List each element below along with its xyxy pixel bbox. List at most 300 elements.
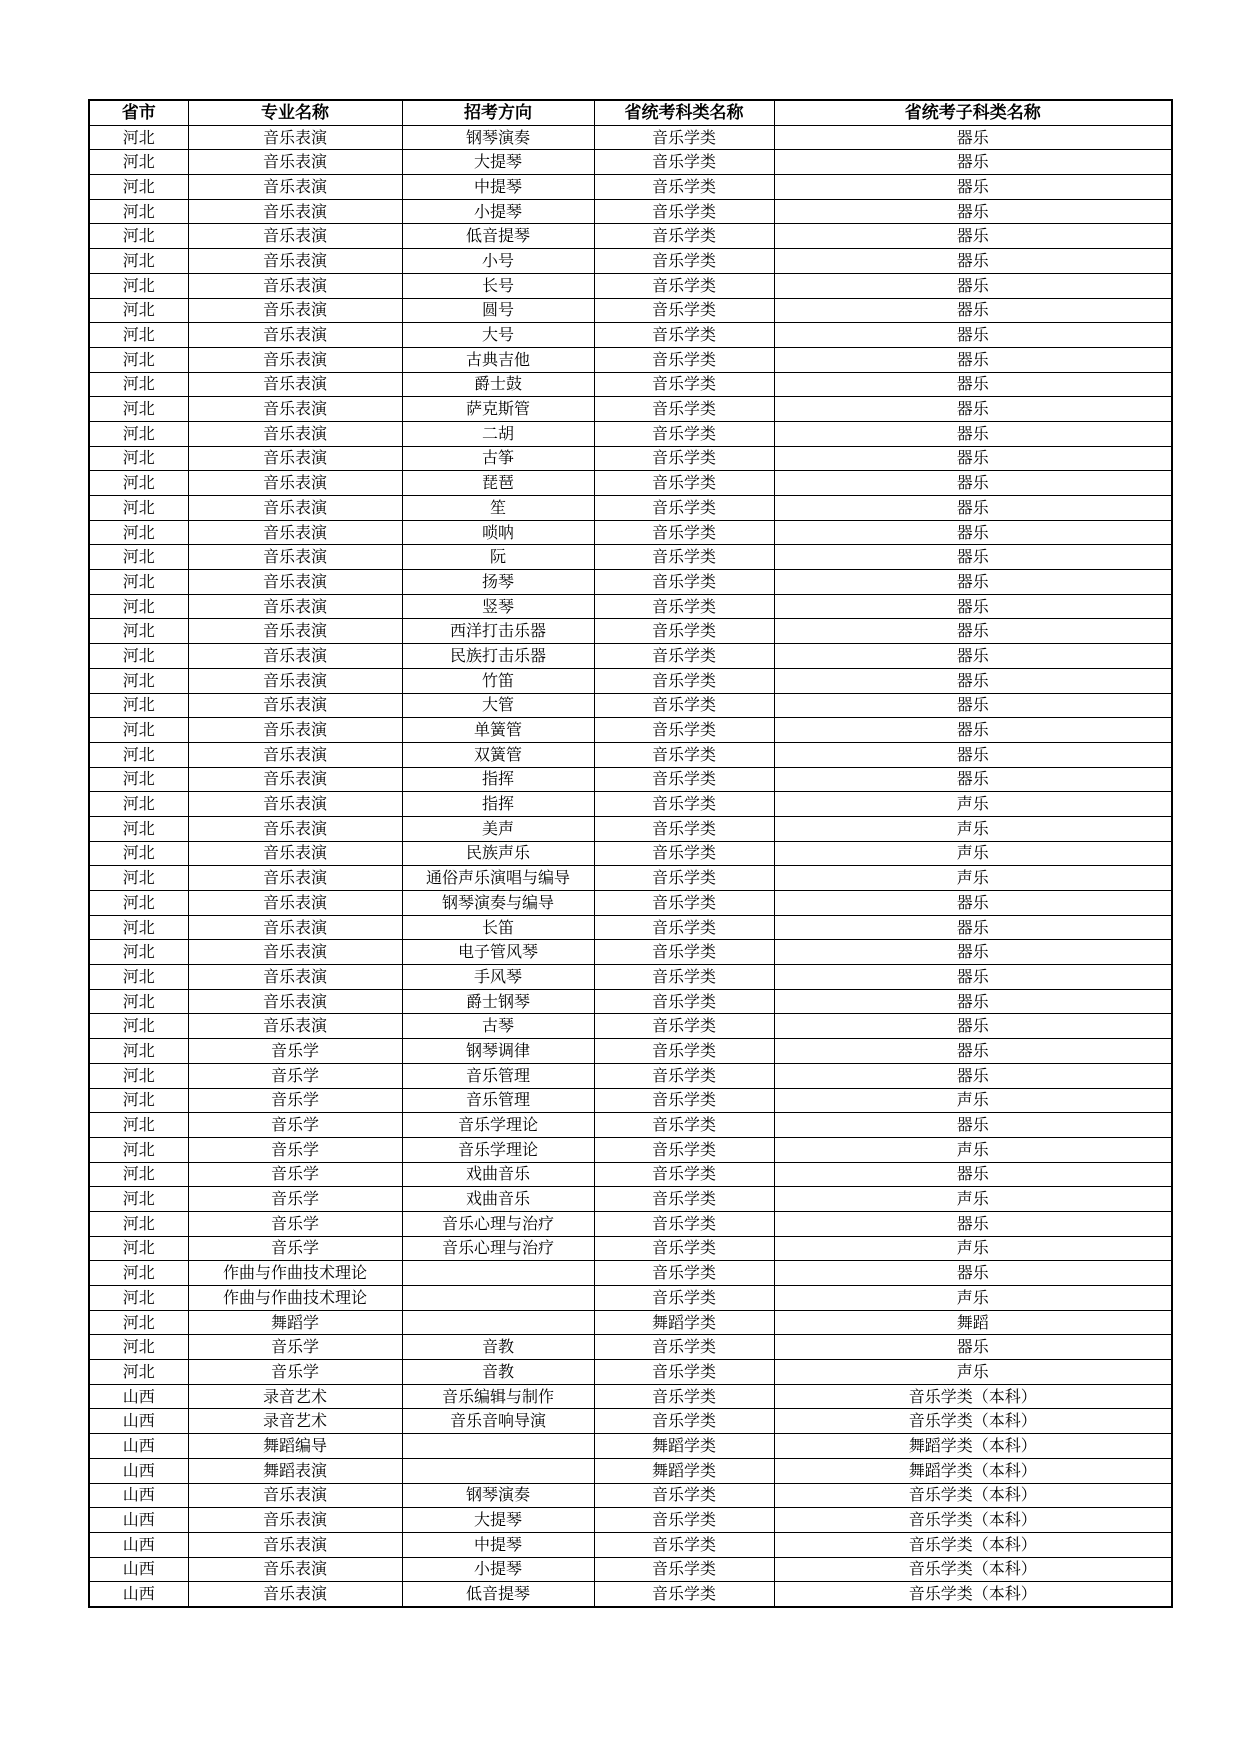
cell-province: 山西 (89, 1458, 188, 1483)
cell-exam-category: 音乐学类 (594, 915, 774, 940)
cell-province: 河北 (89, 965, 188, 990)
table-row (89, 347, 1172, 372)
table-row (89, 224, 1172, 249)
cell-province: 河北 (89, 1187, 188, 1212)
cell-major-name: 音乐表演 (188, 570, 402, 595)
cell-major-name: 音乐表演 (188, 249, 402, 274)
table-row (89, 175, 1172, 200)
cell-direction: 音乐心理与治疗 (402, 1236, 594, 1261)
table-row (89, 1088, 1172, 1113)
cell-major-name: 音乐表演 (188, 693, 402, 718)
cell-major-name: 音乐表演 (188, 199, 402, 224)
table-row (89, 1211, 1172, 1236)
cell-province: 河北 (89, 1162, 188, 1187)
cell-major-name: 音乐表演 (188, 866, 402, 891)
cell-exam-category: 音乐学类 (594, 594, 774, 619)
cell-major-name: 音乐表演 (188, 298, 402, 323)
cell-exam-category: 音乐学类 (594, 397, 774, 422)
cell-exam-subcategory: 音乐学类（本科） (774, 1409, 1172, 1434)
cell-major-name: 音乐学 (188, 1335, 402, 1360)
cell-exam-category: 音乐学类 (594, 1236, 774, 1261)
cell-direction: 钢琴演奏 (402, 1483, 594, 1508)
cell-province: 河北 (89, 1039, 188, 1064)
cell-major-name: 音乐表演 (188, 496, 402, 521)
cell-province: 河北 (89, 1113, 188, 1138)
table-row (89, 1236, 1172, 1261)
table-row (89, 619, 1172, 644)
table-row (89, 693, 1172, 718)
cell-direction: 大提琴 (402, 150, 594, 175)
cell-exam-category: 音乐学类 (594, 570, 774, 595)
cell-major-name: 音乐表演 (188, 989, 402, 1014)
cell-direction: 古典吉他 (402, 347, 594, 372)
admissions-table (88, 99, 1173, 1608)
cell-direction: 低音提琴 (402, 224, 594, 249)
cell-major-name: 音乐表演 (188, 1014, 402, 1039)
cell-exam-subcategory: 器乐 (774, 1014, 1172, 1039)
cell-major-name: 舞蹈编导 (188, 1434, 402, 1459)
cell-direction (402, 1310, 594, 1335)
cell-direction: 民族声乐 (402, 841, 594, 866)
cell-exam-subcategory: 器乐 (774, 1211, 1172, 1236)
cell-major-name: 音乐表演 (188, 816, 402, 841)
cell-province: 河北 (89, 446, 188, 471)
cell-direction: 中提琴 (402, 175, 594, 200)
table-row (89, 668, 1172, 693)
table-row (89, 915, 1172, 940)
cell-exam-category: 音乐学类 (594, 150, 774, 175)
cell-direction: 通俗声乐演唱与编导 (402, 866, 594, 891)
cell-exam-category: 音乐学类 (594, 1335, 774, 1360)
cell-exam-category: 音乐学类 (594, 767, 774, 792)
cell-exam-category: 舞蹈学类 (594, 1434, 774, 1459)
table-row (89, 1261, 1172, 1286)
cell-exam-category: 音乐学类 (594, 1483, 774, 1508)
cell-province: 河北 (89, 940, 188, 965)
cell-direction: 戏曲音乐 (402, 1162, 594, 1187)
table-row (89, 718, 1172, 743)
cell-exam-subcategory: 器乐 (774, 545, 1172, 570)
cell-exam-category: 音乐学类 (594, 644, 774, 669)
table-row (89, 1310, 1172, 1335)
cell-province: 河北 (89, 323, 188, 348)
cell-province: 河北 (89, 767, 188, 792)
cell-exam-category: 音乐学类 (594, 125, 774, 150)
cell-exam-subcategory: 声乐 (774, 866, 1172, 891)
table-row (89, 298, 1172, 323)
cell-exam-category: 音乐学类 (594, 199, 774, 224)
cell-exam-category: 音乐学类 (594, 1286, 774, 1311)
cell-major-name: 音乐表演 (188, 1483, 402, 1508)
table-row (89, 249, 1172, 274)
cell-province: 河北 (89, 298, 188, 323)
cell-exam-subcategory: 器乐 (774, 767, 1172, 792)
cell-direction: 钢琴调律 (402, 1039, 594, 1064)
cell-direction: 单簧管 (402, 718, 594, 743)
cell-exam-subcategory: 器乐 (774, 1162, 1172, 1187)
cell-province: 河北 (89, 619, 188, 644)
cell-exam-category: 音乐学类 (594, 1582, 774, 1607)
cell-exam-category: 音乐学类 (594, 1137, 774, 1162)
cell-major-name: 音乐表演 (188, 545, 402, 570)
cell-major-name: 音乐表演 (188, 594, 402, 619)
cell-province: 河北 (89, 199, 188, 224)
cell-exam-category: 音乐学类 (594, 891, 774, 916)
cell-direction (402, 1458, 594, 1483)
table-row (89, 1014, 1172, 1039)
cell-province: 河北 (89, 1211, 188, 1236)
cell-major-name: 音乐表演 (188, 792, 402, 817)
table-row (89, 1508, 1172, 1533)
cell-direction: 唢呐 (402, 520, 594, 545)
cell-exam-subcategory: 器乐 (774, 323, 1172, 348)
table-row (89, 545, 1172, 570)
cell-major-name: 录音艺术 (188, 1409, 402, 1434)
cell-exam-subcategory: 音乐学类（本科） (774, 1557, 1172, 1582)
cell-exam-subcategory: 器乐 (774, 891, 1172, 916)
cell-direction: 音乐学理论 (402, 1137, 594, 1162)
cell-exam-category: 音乐学类 (594, 273, 774, 298)
cell-major-name: 作曲与作曲技术理论 (188, 1286, 402, 1311)
cell-exam-category: 音乐学类 (594, 421, 774, 446)
cell-major-name: 音乐表演 (188, 421, 402, 446)
cell-major-name: 音乐表演 (188, 1532, 402, 1557)
cell-province: 河北 (89, 718, 188, 743)
table-row (89, 1335, 1172, 1360)
cell-exam-subcategory: 器乐 (774, 175, 1172, 200)
cell-exam-category: 音乐学类 (594, 496, 774, 521)
cell-exam-subcategory: 器乐 (774, 273, 1172, 298)
header-exam-subcategory: 省统考子科类名称 (774, 100, 1172, 125)
cell-province: 山西 (89, 1434, 188, 1459)
cell-exam-subcategory: 声乐 (774, 1187, 1172, 1212)
cell-direction (402, 1434, 594, 1459)
table-row (89, 520, 1172, 545)
cell-exam-subcategory: 器乐 (774, 372, 1172, 397)
cell-exam-category: 音乐学类 (594, 965, 774, 990)
cell-exam-subcategory: 器乐 (774, 668, 1172, 693)
cell-exam-subcategory: 器乐 (774, 644, 1172, 669)
cell-direction: 小提琴 (402, 1557, 594, 1582)
cell-direction: 扬琴 (402, 570, 594, 595)
table-row (89, 1384, 1172, 1409)
cell-province: 河北 (89, 891, 188, 916)
cell-exam-subcategory: 器乐 (774, 1261, 1172, 1286)
table-row (89, 1483, 1172, 1508)
cell-direction: 爵士钢琴 (402, 989, 594, 1014)
cell-exam-subcategory: 器乐 (774, 421, 1172, 446)
table-row (89, 1039, 1172, 1064)
cell-direction: 圆号 (402, 298, 594, 323)
cell-major-name: 音乐表演 (188, 965, 402, 990)
cell-exam-subcategory: 器乐 (774, 199, 1172, 224)
cell-exam-category: 音乐学类 (594, 1039, 774, 1064)
cell-exam-subcategory: 器乐 (774, 298, 1172, 323)
cell-exam-subcategory: 声乐 (774, 792, 1172, 817)
cell-province: 河北 (89, 1335, 188, 1360)
cell-exam-category: 音乐学类 (594, 1360, 774, 1385)
cell-major-name: 音乐学 (188, 1039, 402, 1064)
cell-exam-subcategory: 声乐 (774, 841, 1172, 866)
cell-province: 河北 (89, 545, 188, 570)
header-major-name: 专业名称 (188, 100, 402, 125)
table-row (89, 940, 1172, 965)
cell-direction: 古筝 (402, 446, 594, 471)
cell-major-name: 音乐表演 (188, 1557, 402, 1582)
cell-exam-category: 音乐学类 (594, 175, 774, 200)
cell-province: 山西 (89, 1532, 188, 1557)
cell-exam-subcategory: 器乐 (774, 496, 1172, 521)
cell-direction: 指挥 (402, 792, 594, 817)
cell-exam-subcategory: 声乐 (774, 1088, 1172, 1113)
table-row (89, 372, 1172, 397)
cell-province: 河北 (89, 249, 188, 274)
cell-direction: 音教 (402, 1360, 594, 1385)
cell-province: 河北 (89, 1261, 188, 1286)
cell-exam-category: 音乐学类 (594, 619, 774, 644)
cell-direction: 大号 (402, 323, 594, 348)
cell-major-name: 音乐表演 (188, 372, 402, 397)
table-row (89, 742, 1172, 767)
cell-exam-subcategory: 器乐 (774, 471, 1172, 496)
cell-province: 河北 (89, 1137, 188, 1162)
table-row (89, 150, 1172, 175)
cell-direction: 笙 (402, 496, 594, 521)
cell-exam-category: 音乐学类 (594, 866, 774, 891)
table-row (89, 1137, 1172, 1162)
cell-province: 河北 (89, 841, 188, 866)
cell-exam-subcategory: 声乐 (774, 816, 1172, 841)
cell-exam-subcategory: 器乐 (774, 619, 1172, 644)
cell-direction: 指挥 (402, 767, 594, 792)
cell-major-name: 音乐学 (188, 1088, 402, 1113)
cell-exam-subcategory: 器乐 (774, 940, 1172, 965)
table-row (89, 1532, 1172, 1557)
cell-exam-subcategory: 器乐 (774, 520, 1172, 545)
table-body (89, 125, 1172, 1607)
cell-major-name: 音乐表演 (188, 915, 402, 940)
table-row (89, 816, 1172, 841)
cell-exam-subcategory: 声乐 (774, 1236, 1172, 1261)
cell-direction: 电子管风琴 (402, 940, 594, 965)
cell-province: 河北 (89, 915, 188, 940)
cell-province: 河北 (89, 989, 188, 1014)
cell-major-name: 舞蹈学 (188, 1310, 402, 1335)
table-row (89, 199, 1172, 224)
cell-exam-category: 音乐学类 (594, 718, 774, 743)
table-row (89, 273, 1172, 298)
cell-major-name: 音乐表演 (188, 891, 402, 916)
table-header-row (89, 100, 1172, 125)
cell-major-name: 音乐学 (188, 1063, 402, 1088)
cell-exam-subcategory: 器乐 (774, 446, 1172, 471)
table-row (89, 397, 1172, 422)
table-row (89, 1286, 1172, 1311)
cell-exam-category: 音乐学类 (594, 347, 774, 372)
cell-direction: 小号 (402, 249, 594, 274)
cell-exam-category: 音乐学类 (594, 1409, 774, 1434)
cell-province: 河北 (89, 175, 188, 200)
cell-province: 山西 (89, 1582, 188, 1607)
cell-exam-subcategory: 器乐 (774, 347, 1172, 372)
cell-major-name: 音乐学 (188, 1236, 402, 1261)
cell-province: 山西 (89, 1409, 188, 1434)
cell-direction: 音乐编辑与制作 (402, 1384, 594, 1409)
cell-major-name: 舞蹈表演 (188, 1458, 402, 1483)
cell-major-name: 音乐表演 (188, 718, 402, 743)
table-row (89, 965, 1172, 990)
cell-exam-subcategory: 器乐 (774, 989, 1172, 1014)
table-row (89, 1162, 1172, 1187)
table-row (89, 421, 1172, 446)
cell-direction: 音乐管理 (402, 1088, 594, 1113)
cell-exam-category: 舞蹈学类 (594, 1458, 774, 1483)
cell-exam-category: 音乐学类 (594, 693, 774, 718)
cell-exam-category: 音乐学类 (594, 1063, 774, 1088)
cell-exam-category: 音乐学类 (594, 545, 774, 570)
cell-major-name: 音乐学 (188, 1360, 402, 1385)
table-row (89, 594, 1172, 619)
cell-major-name: 音乐表演 (188, 347, 402, 372)
cell-exam-subcategory: 音乐学类（本科） (774, 1532, 1172, 1557)
cell-exam-category: 音乐学类 (594, 1162, 774, 1187)
table-row (89, 1434, 1172, 1459)
cell-province: 河北 (89, 792, 188, 817)
table-row (89, 767, 1172, 792)
cell-exam-subcategory: 器乐 (774, 965, 1172, 990)
cell-province: 河北 (89, 372, 188, 397)
cell-exam-category: 音乐学类 (594, 1532, 774, 1557)
cell-major-name: 音乐学 (188, 1187, 402, 1212)
cell-major-name: 音乐学 (188, 1162, 402, 1187)
cell-major-name: 音乐表演 (188, 175, 402, 200)
cell-direction: 小提琴 (402, 199, 594, 224)
cell-exam-subcategory: 舞蹈学类（本科） (774, 1434, 1172, 1459)
cell-exam-category: 音乐学类 (594, 1557, 774, 1582)
cell-direction: 长号 (402, 273, 594, 298)
header-exam-category: 省统考科类名称 (594, 100, 774, 125)
header-direction: 招考方向 (402, 100, 594, 125)
table-row (89, 1063, 1172, 1088)
table-row (89, 471, 1172, 496)
cell-province: 河北 (89, 496, 188, 521)
cell-major-name: 音乐学 (188, 1113, 402, 1138)
cell-exam-category: 音乐学类 (594, 1088, 774, 1113)
cell-direction: 民族打击乐器 (402, 644, 594, 669)
cell-exam-subcategory: 器乐 (774, 742, 1172, 767)
cell-province: 河北 (89, 520, 188, 545)
table-row (89, 891, 1172, 916)
cell-exam-subcategory: 器乐 (774, 570, 1172, 595)
cell-province: 河北 (89, 594, 188, 619)
table-row (89, 866, 1172, 891)
cell-province: 河北 (89, 816, 188, 841)
cell-major-name: 音乐表演 (188, 619, 402, 644)
table-row (89, 1113, 1172, 1138)
table-row (89, 1409, 1172, 1434)
cell-province: 河北 (89, 125, 188, 150)
cell-major-name: 音乐表演 (188, 397, 402, 422)
cell-exam-subcategory: 器乐 (774, 397, 1172, 422)
cell-exam-subcategory: 音乐学类（本科） (774, 1384, 1172, 1409)
cell-direction: 钢琴演奏 (402, 125, 594, 150)
cell-exam-subcategory: 器乐 (774, 224, 1172, 249)
cell-exam-category: 音乐学类 (594, 742, 774, 767)
cell-exam-category: 音乐学类 (594, 249, 774, 274)
cell-direction: 美声 (402, 816, 594, 841)
cell-direction: 琵琶 (402, 471, 594, 496)
cell-major-name: 音乐表演 (188, 1582, 402, 1607)
table-row (89, 1458, 1172, 1483)
cell-province: 河北 (89, 1014, 188, 1039)
cell-exam-subcategory: 器乐 (774, 915, 1172, 940)
cell-exam-subcategory: 声乐 (774, 1360, 1172, 1385)
cell-major-name: 音乐表演 (188, 150, 402, 175)
table-row (89, 570, 1172, 595)
cell-exam-category: 舞蹈学类 (594, 1310, 774, 1335)
cell-exam-category: 音乐学类 (594, 224, 774, 249)
cell-exam-category: 音乐学类 (594, 471, 774, 496)
table-row (89, 1360, 1172, 1385)
cell-major-name: 音乐学 (188, 1137, 402, 1162)
cell-direction: 竖琴 (402, 594, 594, 619)
cell-province: 河北 (89, 866, 188, 891)
cell-exam-subcategory: 器乐 (774, 1039, 1172, 1064)
table-row (89, 792, 1172, 817)
cell-direction: 低音提琴 (402, 1582, 594, 1607)
cell-direction: 音乐学理论 (402, 1113, 594, 1138)
cell-exam-subcategory: 声乐 (774, 1137, 1172, 1162)
table-row (89, 841, 1172, 866)
cell-direction: 双簧管 (402, 742, 594, 767)
cell-major-name: 音乐表演 (188, 224, 402, 249)
cell-major-name: 作曲与作曲技术理论 (188, 1261, 402, 1286)
cell-exam-category: 音乐学类 (594, 989, 774, 1014)
cell-direction: 大管 (402, 693, 594, 718)
cell-exam-category: 音乐学类 (594, 1014, 774, 1039)
cell-province: 河北 (89, 1310, 188, 1335)
cell-exam-category: 音乐学类 (594, 1211, 774, 1236)
cell-province: 河北 (89, 421, 188, 446)
cell-exam-subcategory: 器乐 (774, 150, 1172, 175)
table-row (89, 1187, 1172, 1212)
cell-exam-subcategory: 声乐 (774, 1286, 1172, 1311)
cell-province: 河北 (89, 224, 188, 249)
cell-direction: 二胡 (402, 421, 594, 446)
cell-major-name: 音乐表演 (188, 742, 402, 767)
cell-exam-subcategory: 器乐 (774, 1063, 1172, 1088)
cell-direction: 中提琴 (402, 1532, 594, 1557)
cell-exam-category: 音乐学类 (594, 372, 774, 397)
cell-direction: 阮 (402, 545, 594, 570)
cell-major-name: 音乐表演 (188, 841, 402, 866)
cell-exam-subcategory: 音乐学类（本科） (774, 1483, 1172, 1508)
cell-exam-category: 音乐学类 (594, 1113, 774, 1138)
cell-direction: 戏曲音乐 (402, 1187, 594, 1212)
cell-major-name: 音乐表演 (188, 273, 402, 298)
cell-province: 河北 (89, 150, 188, 175)
cell-major-name: 音乐表演 (188, 1508, 402, 1533)
cell-province: 河北 (89, 471, 188, 496)
cell-direction: 音乐管理 (402, 1063, 594, 1088)
cell-exam-subcategory: 音乐学类（本科） (774, 1582, 1172, 1607)
cell-exam-category: 音乐学类 (594, 792, 774, 817)
cell-direction: 钢琴演奏与编导 (402, 891, 594, 916)
cell-exam-subcategory: 器乐 (774, 594, 1172, 619)
cell-exam-category: 音乐学类 (594, 1384, 774, 1409)
cell-exam-category: 音乐学类 (594, 323, 774, 348)
table-row (89, 989, 1172, 1014)
